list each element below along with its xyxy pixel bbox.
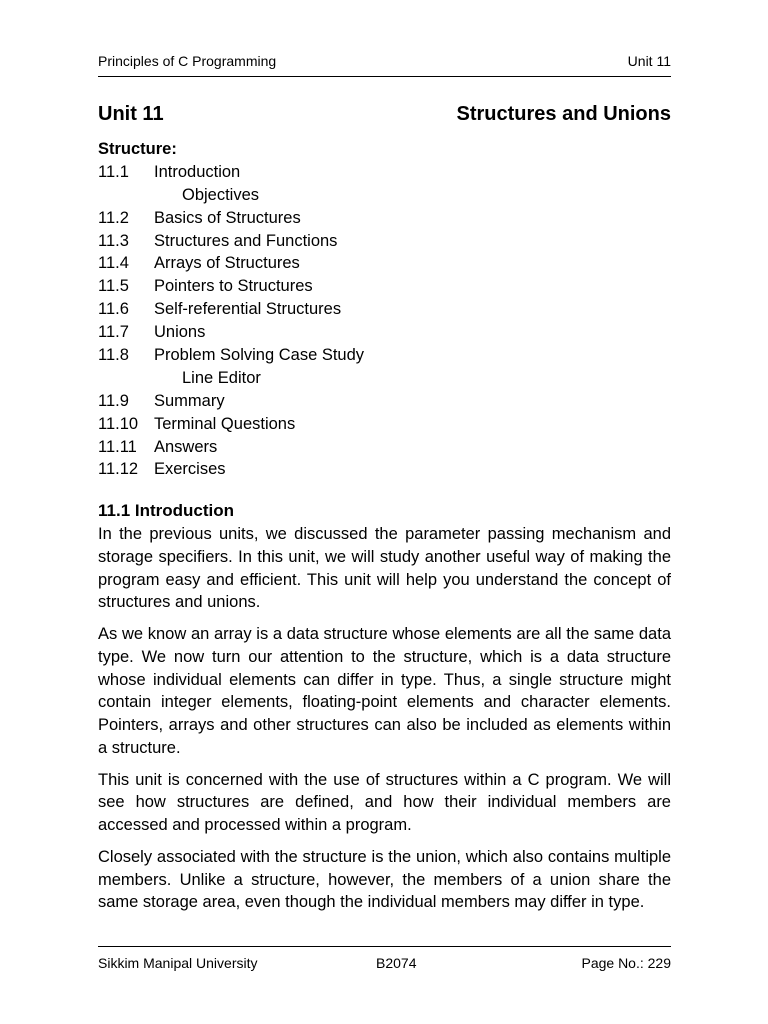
footer-page-number: Page No.: 229: [581, 955, 671, 971]
section-body: [98, 523, 671, 923]
footer-divider: [98, 946, 671, 947]
body-paragraph: Closely associated with the structure is the union, which also contains multiple members. Unlike a structure, however, the members of a union share the same storage area, even though the individual members may differ in type.: [98, 847, 671, 912]
contents-item-label: Unions: [154, 323, 206, 342]
contents-item: [98, 275, 671, 298]
contents-item: [98, 184, 671, 207]
contents-item-number: 11.2: [98, 208, 129, 227]
footer-university: Sikkim Manipal University: [98, 955, 258, 971]
contents-item-number: 11.8: [98, 346, 129, 365]
structure-heading: Structure:: [98, 140, 177, 158]
body-paragraph: In the previous units, we discussed the parameter passing mechanism and storage specifiers. In this unit, we will study another useful way of making the program easy and efficient. This unit will help you understand the concept of structures and unions.: [98, 525, 671, 612]
contents-item-label: Answers: [154, 437, 218, 456]
contents-item-number: 11.1: [98, 162, 129, 181]
contents-item: [98, 230, 671, 253]
footer-course-code: B2074: [376, 955, 417, 971]
unit-title: Structures and Unions: [456, 103, 671, 125]
contents-item-number: 11.7: [98, 323, 129, 342]
document-page: [98, 0, 671, 1024]
contents-item-label: Introduction: [154, 162, 241, 181]
unit-number: Unit 11: [98, 103, 164, 125]
contents-item-number: 11.3: [98, 231, 129, 250]
unit-title-row: [98, 100, 671, 128]
contents-item-label: Structures and Functions: [154, 231, 338, 250]
contents-item-number: 11.10: [98, 414, 139, 433]
contents-item-number: 11.4: [98, 254, 129, 273]
header-divider: [98, 76, 671, 77]
body-paragraph: As we know an array is a data structure whose elements are all the same data type. We now turn our attention to the structure, which is a data structure whose individual elements can differ in type. Thus, a single structure might contain integer elements, floating-point elements and character elements. Pointers, arrays and other structures can also be included as elements within a structure.: [98, 624, 671, 757]
section-heading: 11.1 Introduction: [98, 501, 235, 520]
contents-item: [98, 252, 671, 275]
contents-item: [98, 161, 671, 184]
contents-item-label: Objectives: [182, 185, 260, 204]
contents-item-label: Basics of Structures: [154, 208, 301, 227]
contents-item: [98, 390, 671, 413]
contents-item-label: Line Editor: [182, 368, 261, 387]
contents-item-label: Pointers to Structures: [154, 277, 313, 296]
contents-item-label: Terminal Questions: [154, 414, 296, 433]
contents-item: [98, 413, 671, 436]
contents-item: [98, 321, 671, 344]
contents-item-number: 11.6: [98, 300, 129, 319]
contents-item-label: Self-referential Structures: [154, 300, 342, 319]
contents-item: [98, 298, 671, 321]
contents-item: [98, 458, 671, 481]
running-footer: [98, 954, 671, 972]
contents-item-label: Exercises: [154, 460, 226, 479]
header-unit-label: Unit 11: [627, 53, 671, 69]
contents-item-label: Summary: [154, 391, 225, 410]
contents-item: [98, 367, 671, 390]
contents-item: [98, 344, 671, 367]
header-course-title: Principles of C Programming: [98, 53, 277, 69]
contents-item-label: Problem Solving Case Study: [154, 346, 365, 365]
structure-contents: [98, 138, 671, 481]
contents-item-label: Arrays of Structures: [154, 254, 300, 273]
contents-item-number: 11.11: [98, 437, 137, 456]
contents-list: [98, 161, 671, 481]
body-paragraph: This unit is concerned with the use of structures within a C program. We will see how structures are defined, and how their individual members are accessed and processed within a program.: [98, 770, 671, 835]
contents-item-number: 11.9: [98, 391, 129, 410]
contents-item-number: 11.12: [98, 460, 139, 479]
contents-item: [98, 436, 671, 459]
contents-item: [98, 207, 671, 230]
contents-item-number: 11.5: [98, 277, 129, 296]
